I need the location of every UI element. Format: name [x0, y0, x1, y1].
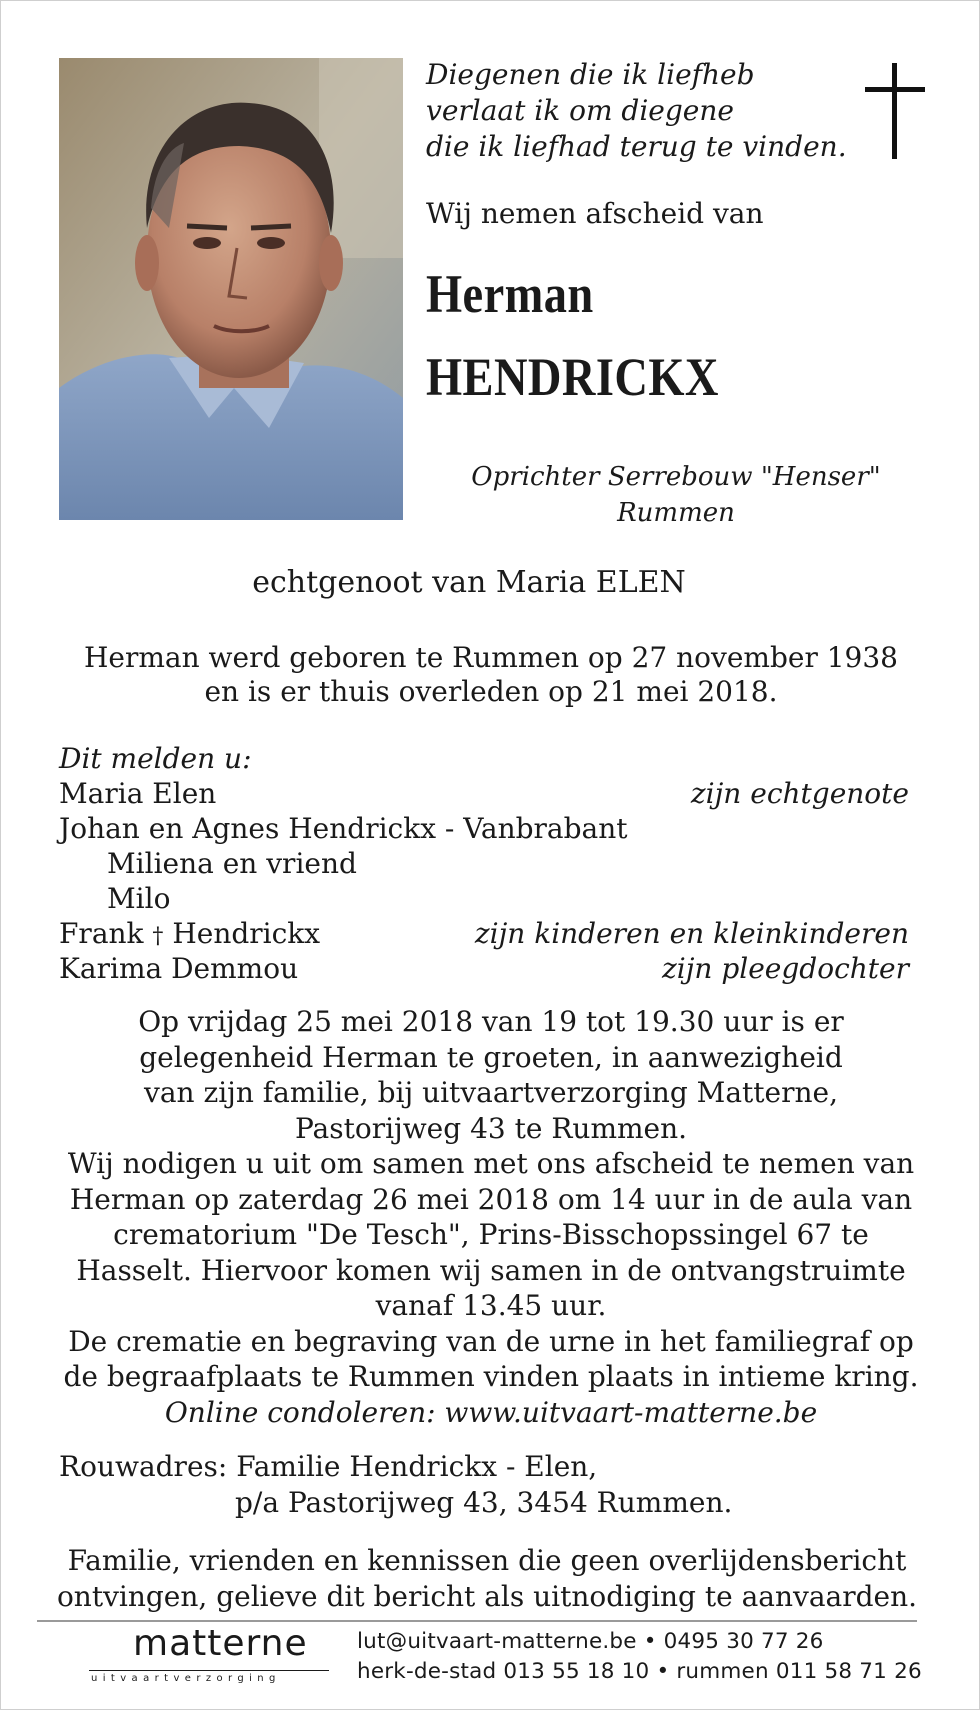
- family-relation: zijn echtgenote: [690, 777, 909, 810]
- quote-line: verlaat ik om diegene: [426, 94, 734, 127]
- ceremony-line: Herman op zaterdag 26 mei 2018 om 14 uur in de aula van: [69, 1182, 913, 1216]
- quote-line: Diegenen die ik liefheb: [426, 58, 755, 91]
- closing-line: Familie, vrienden en kennissen die geen overlijdensbericht: [67, 1544, 907, 1577]
- ceremony-line: Wij nodigen u uit om samen met ons afscheid te nemen van: [67, 1147, 915, 1180]
- family-announcement: [59, 741, 909, 986]
- family-name-part: Frank: [59, 917, 144, 950]
- contact-info: [357, 1627, 922, 1687]
- birth-line: Herman werd geboren te Rummen op 27 november 1938: [84, 641, 898, 674]
- ceremony-line: De crematie en begraving van de urne in het familiegraf op: [68, 1324, 914, 1358]
- ceremony-line: van zijn familie, bij uitvaartverzorging Matterne,: [144, 1076, 838, 1109]
- family-name-part: Hendrickx: [172, 917, 321, 950]
- family-row: [59, 881, 909, 916]
- family-row: [59, 916, 909, 951]
- family-row: [59, 951, 909, 986]
- ceremony-line: Op vrijdag 25 mei 2018 van 19 tot 19.30 uur is er: [138, 1005, 844, 1038]
- occupation-line: Rummen: [617, 498, 735, 528]
- ceremony-line: gelegenheid Herman te groeten, in aanwezigheid: [139, 1040, 843, 1074]
- ceremony-line: Hasselt. Hiervoor komen wij samen in de ontvangstruimte: [76, 1253, 906, 1287]
- ceremony-line: Pastorijweg 43 te Rummen.: [294, 1111, 688, 1145]
- contact-line: herk-de-stad 013 55 18 10 • rummen 011 58 71 26: [357, 1659, 922, 1684]
- family-name: Miliena en vriend: [107, 847, 357, 880]
- logo-subtitle: uitvaartverzorging: [91, 1673, 281, 1684]
- closing-notice: [0, 1543, 977, 1615]
- address-line: Rouwadres: Familie Hendrickx - Elen,: [59, 1450, 598, 1483]
- portrait-image: [59, 58, 403, 520]
- family-row: [59, 776, 909, 811]
- quote-line: die ik liefhad terug te vinden.: [426, 130, 847, 163]
- announcement-intro: Dit melden u:: [59, 742, 252, 775]
- memorial-quote: [426, 57, 847, 165]
- address-line: p/a Pastorijweg 43, 3454 Rummen.: [235, 1486, 733, 1519]
- family-row: [59, 811, 909, 846]
- ceremony-info: [1, 1004, 980, 1430]
- spouse-line: echtgenoot van Maria ELEN: [252, 565, 686, 600]
- family-relation: zijn kinderen en kleinkinderen: [474, 917, 909, 950]
- deceased-first-name: Herman: [426, 264, 594, 324]
- portrait-photo: [59, 58, 403, 520]
- birth-death-info: [1, 641, 980, 709]
- deceased-mark: †: [152, 924, 164, 949]
- occupation-line: Oprichter Serrebouw "Henser": [471, 462, 881, 492]
- farewell-intro: Wij nemen afscheid van: [426, 197, 764, 230]
- cross-icon: [865, 63, 925, 159]
- family-relation: zijn pleegdochter: [662, 952, 909, 985]
- family-name: Milo: [107, 882, 171, 915]
- ceremony-line: de begraafplaats te Rummen vinden plaats in intieme kring.: [63, 1360, 919, 1393]
- family-row: [59, 846, 909, 881]
- family-name: Maria Elen: [59, 777, 217, 810]
- occupation: [421, 459, 931, 531]
- family-name: Johan en Agnes Hendrickx - Vanbrabant: [59, 812, 628, 845]
- family-name: [59, 917, 320, 950]
- contact-line[interactable]: lut@uitvaart-matterne.be • 0495 30 77 26: [357, 1629, 824, 1654]
- logo-word: matterne: [133, 1623, 308, 1664]
- footer-divider: [37, 1620, 917, 1622]
- logo-underline: [89, 1670, 329, 1671]
- matterne-logo: [89, 1623, 335, 1685]
- family-name: Karima Demmou: [59, 952, 299, 985]
- ceremony-line: crematorium "De Tesch", Prins-Bisschopssingel 67 te: [113, 1218, 869, 1251]
- ceremony-line: vanaf 13.45 uur.: [375, 1289, 607, 1322]
- mourning-address: [59, 1449, 732, 1521]
- deceased-last-name: HENDRICKX: [426, 347, 719, 407]
- death-line: en is er thuis overleden op 21 mei 2018.: [204, 675, 778, 708]
- online-condolence-link[interactable]: Online condoleren: www.uitvaart-matterne.be: [164, 1395, 818, 1429]
- closing-line: ontvingen, gelieve dit bericht als uitnodiging te aanvaarden.: [56, 1580, 918, 1613]
